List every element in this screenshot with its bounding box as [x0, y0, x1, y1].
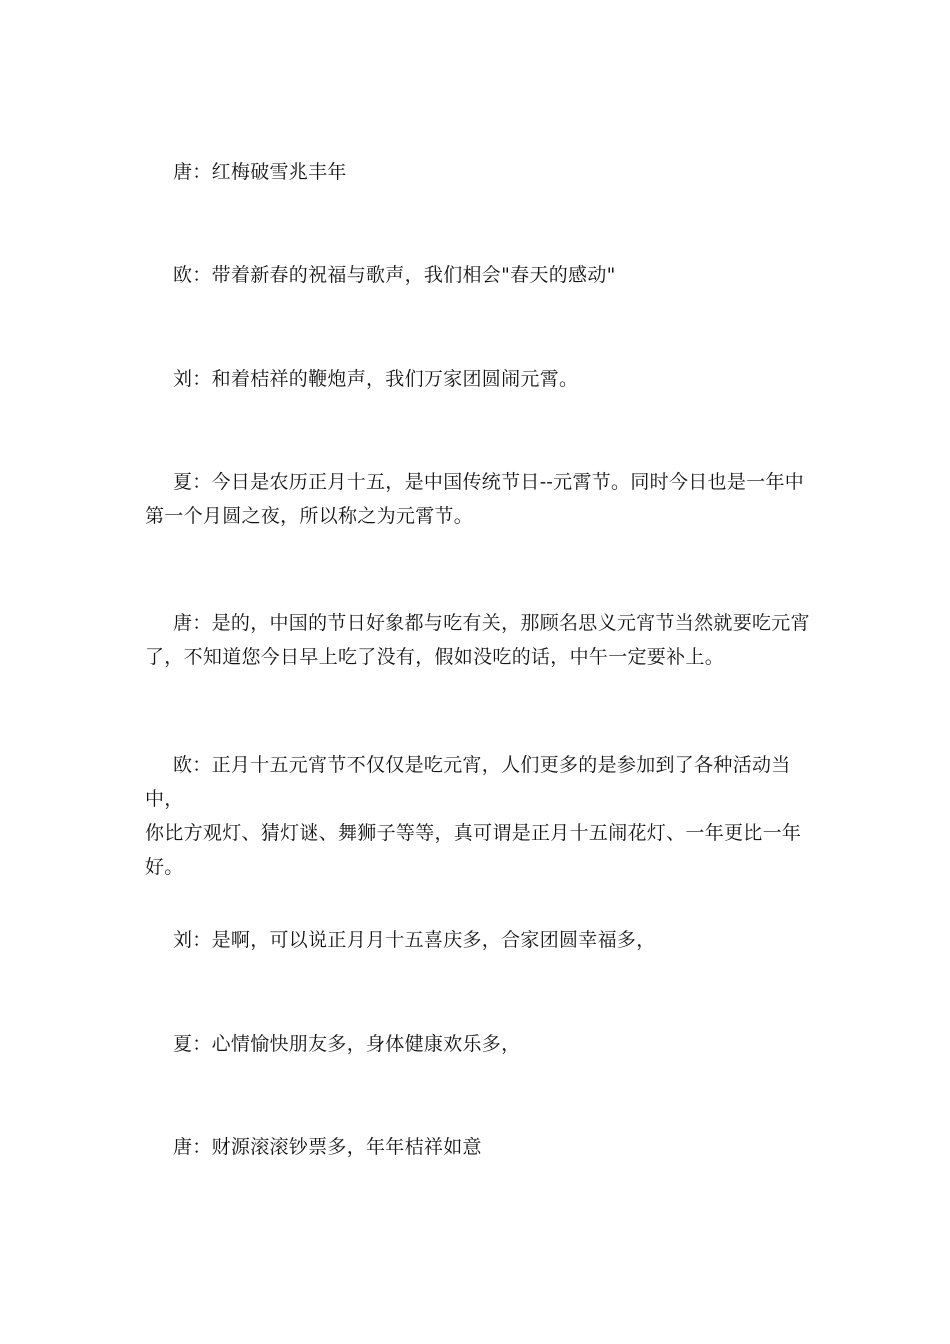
text-line: 欧：带着新春的祝福与歌声，我们相会"春天的感动": [173, 264, 616, 286]
text-line: 刘：是啊，可以说正月月十五喜庆多，合家团圆幸福多，: [173, 929, 656, 951]
paragraph-3: [145, 362, 810, 396]
paragraph-2: [145, 258, 810, 292]
paragraph-7: [145, 923, 810, 957]
text-line: 唐：红梅破雪兆丰年: [173, 161, 347, 183]
text-line: 欧：正月十五元宵节不仅仅是吃元宵，人们更多的是参加到了各种活动当中，: [145, 754, 791, 810]
text-line: 唐：财源滚滚钞票多，年年桔祥如意: [173, 1136, 482, 1158]
paragraph-5: [145, 606, 810, 674]
text-line: 第一个月圆之夜，所以称之为元霄节。: [145, 505, 474, 527]
text-line: 了，不知道您今日早上吃了没有，假如没吃的话，中午一定要补上。: [145, 646, 725, 668]
text-line: 好。: [145, 856, 184, 878]
text-line: 夏：心情愉快朋友多，身体健康欢乐多，: [173, 1033, 521, 1055]
paragraph-8: [145, 1027, 810, 1061]
text-line: 夏：今日是农历正月十五，是中国传统节日--元霄节。同时今日也是一年中: [173, 471, 805, 493]
paragraph-1: [145, 155, 810, 189]
text-line: 刘：和着桔祥的鞭炮声，我们万家团圆闹元霄。: [173, 368, 579, 390]
text-line: 唐：是的，中国的节日好象都与吃有关，那顾名思义元宵节当然就要吃元宵: [173, 612, 810, 634]
text-line: 你比方观灯、猜灯谜、舞狮子等等，真可谓是正月十五闹花灯、一年更比一年: [145, 822, 802, 844]
paragraph-9: [145, 1130, 810, 1164]
paragraph-4: [145, 465, 810, 533]
paragraph-6: [145, 748, 810, 884]
